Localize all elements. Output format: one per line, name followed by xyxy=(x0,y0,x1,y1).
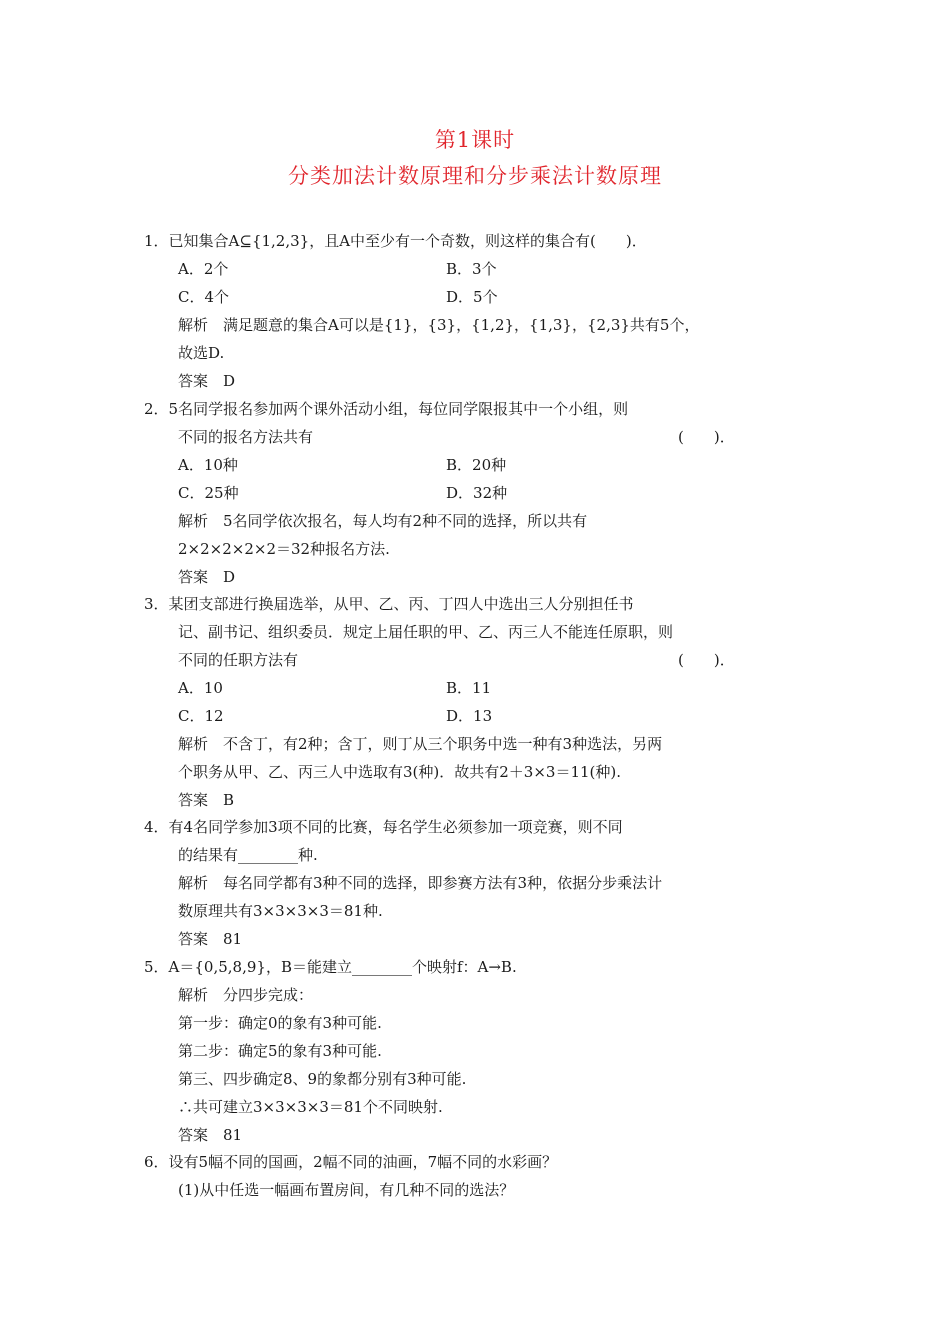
q1-analysis-line1: 解析 满足题意的集合A可以是{1}，{3}，{1,2}，{1,3}，{2,3}共有5个， xyxy=(178,316,700,334)
q2-answer-paren: ( )． xyxy=(678,428,735,446)
q2-option-d: D．32种 xyxy=(446,484,508,502)
q4-stem-line2: 的结果有________种. xyxy=(178,846,318,864)
q3-stem-line3: 不同的任职方法有 xyxy=(178,651,299,669)
q3-analysis-line2: 个职务从甲、乙、丙三人中选取有3(种)．故共有2＋3×3＝11(种). xyxy=(178,763,622,781)
q3-option-d: D．13 xyxy=(446,707,493,725)
q1-analysis-line2: 故选D. xyxy=(178,344,225,362)
page-title: 分类加法计数原理和分步乘法计数原理 xyxy=(288,164,662,188)
q2-stem-line2: 不同的报名方法共有 xyxy=(178,428,314,446)
q5-conclusion: ∴共可建立3×3×3×3＝81个不同映射. xyxy=(178,1098,443,1116)
q3-answer-paren: ( )． xyxy=(678,651,735,669)
q1-answer: 答案 D xyxy=(178,372,236,390)
q3-option-b: B．11 xyxy=(446,679,492,697)
q4-answer: 答案 81 xyxy=(178,930,243,948)
q1-option-c: C．4个 xyxy=(178,288,230,306)
q1-option-d: D．5个 xyxy=(446,288,498,306)
q6-subquestion-1: (1)从中任选一幅画布置房间，有几种不同的选法？ xyxy=(178,1181,515,1199)
q5-step-2: 第二步：确定5的象有3种可能. xyxy=(178,1042,382,1060)
lesson-heading: 第1课时 xyxy=(434,128,516,152)
q2-option-b: B．20种 xyxy=(446,456,507,474)
q4-analysis-line2: 数原理共有3×3×3×3＝81种. xyxy=(178,902,383,920)
q3-option-a: A．10 xyxy=(178,679,223,697)
q1-stem: 1．已知集合A⊆{1,2,3}，且A中至少有一个奇数，则这样的集合有( )． xyxy=(144,232,647,250)
q3-stem-line1: 3．某团支部进行换届选举，从甲、乙、丙、丁四人中选出三人分别担任书 xyxy=(144,595,634,613)
q3-stem-line2: 记、副书记、组织委员．规定上届任职的甲、乙、丙三人不能连任原职，则 xyxy=(178,623,674,641)
q3-option-c: C．12 xyxy=(178,707,224,725)
q3-analysis-line1: 解析 不含丁，有2种；含丁，则丁从三个职务中选一种有3种选法，另两 xyxy=(178,735,663,753)
q4-stem-line1: 4．有4名同学参加3项不同的比赛，每名学生必须参加一项竞赛，则不同 xyxy=(144,818,623,836)
q2-option-c: C．25种 xyxy=(178,484,239,502)
q2-analysis-line1: 解析 5名同学依次报名，每人均有2种不同的选择，所以共有 xyxy=(178,512,588,530)
q2-analysis-line2: 2×2×2×2×2＝32种报名方法. xyxy=(178,540,390,558)
q3-answer: 答案 B xyxy=(178,791,235,809)
q2-option-a: A．10种 xyxy=(178,456,238,474)
q1-option-b: B．3个 xyxy=(446,260,497,278)
q5-step-1: 第一步：确定0的象有3种可能. xyxy=(178,1014,382,1032)
q1-option-a: A．2个 xyxy=(178,260,229,278)
q5-step-3: 第三、四步确定8、9的象都分别有3种可能. xyxy=(178,1070,467,1088)
q2-answer: 答案 D xyxy=(178,568,236,586)
q5-analysis-line1: 解析 分四步完成： xyxy=(178,986,314,1004)
q2-stem-line1: 2．5名同学报名参加两个课外活动小组，每位同学限报其中一个小组，则 xyxy=(144,400,629,418)
q6-stem: 6．设有5幅不同的国画，2幅不同的油画，7幅不同的水彩画？ xyxy=(144,1153,558,1171)
q4-analysis-line1: 解析 每名同学都有3种不同的选择，即参赛方法有3种，依据分步乘法计 xyxy=(178,874,663,892)
q5-stem: 5．A＝{0,5,8,9}，B＝能建立________个映射f：A→B. xyxy=(144,958,517,976)
q5-answer: 答案 81 xyxy=(178,1126,243,1144)
